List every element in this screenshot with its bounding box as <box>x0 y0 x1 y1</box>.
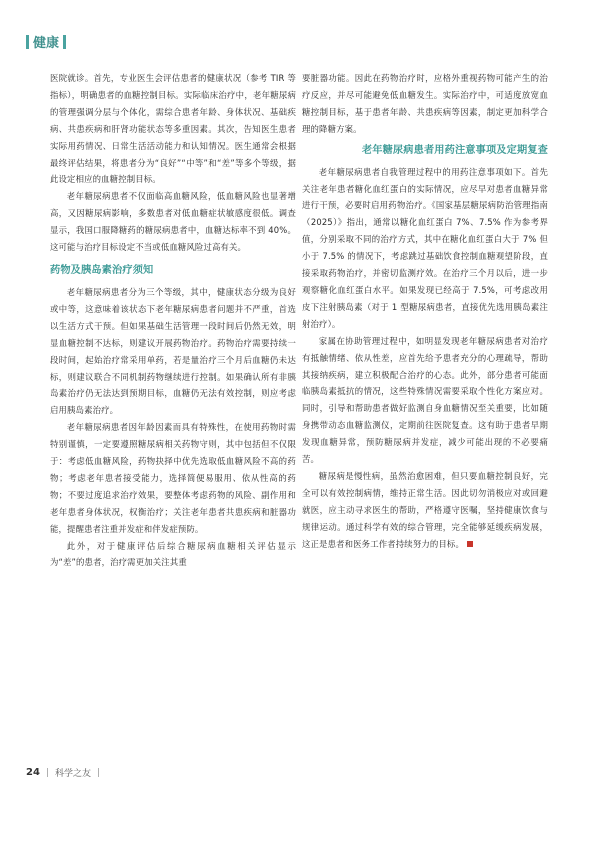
section-bar-left <box>26 35 29 49</box>
paragraph: 此外，对于健康评估后综合糖尿病血糖相关评估显示为“差”的患者，治疗需更加关注其重 <box>50 540 296 568</box>
magazine-name: 科学之友 <box>54 769 91 779</box>
section-tag: 健康 <box>33 36 60 51</box>
end-mark-icon <box>467 541 473 547</box>
section-header <box>26 32 66 51</box>
footer-separator: | <box>45 767 49 778</box>
right-column <box>302 70 548 552</box>
page-footer <box>26 766 100 779</box>
section-bar-right <box>63 35 66 49</box>
paragraph: 医院就诊。首先，专业医生会评估患者的健康状况（参考 TIR 等指标），明确患者的血糖控制目标。实际临床治疗中，老年糖尿病的管理强调分层与个体化，需综合患者年龄、身体状况、基础疾病、共患疾病和肝肾功能状态等多重因素。其次，告知医生患者实际用药情况、日常生活活动能力和认知情况。医生通常会根据最终评估结果，将患者分为“良好”“中等”和“差”等多个等级，据此设定相应的血糖控制目标。 <box>50 73 296 185</box>
paragraph <box>302 468 548 553</box>
paragraph: 老年糖尿病患者因年龄因素而具有特殊性，在使用药物时需特别谨慎，一定要遵照糖尿病相关药物守则，其中包括但不仅限于：考虑低血糖风险，药物抉择中优先选取低血糖风险不高的药物；考虑老年患者接受能力，选择简便易服用、依从性高的药物；不要过度追求治疗效果，要整体考虑药物的风险、副作用和老年患者身体状况，权衡治疗；关注老年患者共患疾病和脏器功能，提醒患者注重并发症和伴发症预防。 <box>50 422 296 534</box>
section-heading: 老年糖尿病患者用药注意事项及定期复查 <box>361 144 548 156</box>
paragraph: 老年糖尿病患者自我管理过程中的用药注意事项如下。首先关注老年患者糖化血红蛋白的实际情况，应尽早对患者血糖异常进行干预，必要时启用药物治疗。《国家基层糖尿病防治管理指南（2025）》指出，通常以糖化血红蛋白 7%、7.5% 作为参考界值，分别采取不同的治疗方式，其中在糖化血红蛋白大于 7% 但小于 7.5% 的情况下，考虑跳过基础饮食控制血糖观望阶段，直接采取药物治疗，并密切监测疗效。在治疗三个月以后，进一步观察糖化血红蛋白水平。如果发现已经高于 7.5%，可考虑改用皮下注射胰岛素（对于 1 型糖尿病患者，直接优先选用胰岛素注射治疗）。 <box>302 166 548 329</box>
footer-separator: | <box>96 767 101 778</box>
paragraph: 老年糖尿病患者分为三个等级，其中，健康状态分级为良好或中等，这意味着该状态下老年糖尿病患者问题并不严重，首选以生活方式干预。但如果基础生活管理一段时间后仍然无效，明显血糖控制不达标，则建议开展药物治疗。药物治疗需要持续一段时间，起始治疗常采用单药，若是量治疗三个月后血糖仍未达标，则建议联合不同机制药物继续进行控制。如果确认所有非胰岛素治疗仍无法达到预期目标，血糖仍无法有效控制，则应考虑启用胰岛素治疗。 <box>50 286 296 416</box>
left-column <box>50 70 296 571</box>
paragraph-text: 糖尿病是慢性病，虽然治愈困难，但只要血糖控制良好，完全可以有效控制病情，维持正常生活。因此切勿消极应对或回避就医，应主动寻求医生的帮助，严格遵守医嘱，坚持健康饮食与规律运动。通过科学有效的综合管理，完全能够延缓疾病发展，这正是患者和医务工作者持续努力的目标。 <box>302 470 548 549</box>
paragraph: 家属在协助管理过程中，如明显发现老年糖尿病患者对治疗有抵触情绪、依从性差，应首先给予患者充分的心理疏导，帮助其接纳疾病，建立积极配合治疗的心态。此外，部分患者可能面临胰岛素抵抗的情况，这些特殊情况需要采取个性化方案应对。同时，引导和帮助患者做好监测自身血糖情况至关重要，比如随身携带动态血糖监测仪，定期前往医院复查。这有助于患者早期发现血糖异常，预防糖尿病并发症，减少可能出现的不必要痛苦。 <box>302 335 548 465</box>
section-heading: 药物及胰岛素治疗须知 <box>50 264 154 276</box>
paragraph: 要脏器功能。因此在药物治疗时，应格外重视药物可能产生的治疗反应，并尽可能避免低血糖发生。实际治疗中，可适度放宽血糖控制目标，基于患者年龄、共患疾病等因素，制定更加科学合理的降糖方案。 <box>302 73 548 134</box>
page-number: 24 <box>26 767 40 778</box>
paragraph: 老年糖尿病患者不仅面临高血糖风险，低血糖风险也显著增高，又因糖尿病影响，多数患者对低血糖症状敏感度很低。调查显示，我国口服降糖药的糖尿病患者中，血糖达标率不到 40%。这可能与治疗目标设定不当或低血糖风险过高有关。 <box>50 191 296 253</box>
